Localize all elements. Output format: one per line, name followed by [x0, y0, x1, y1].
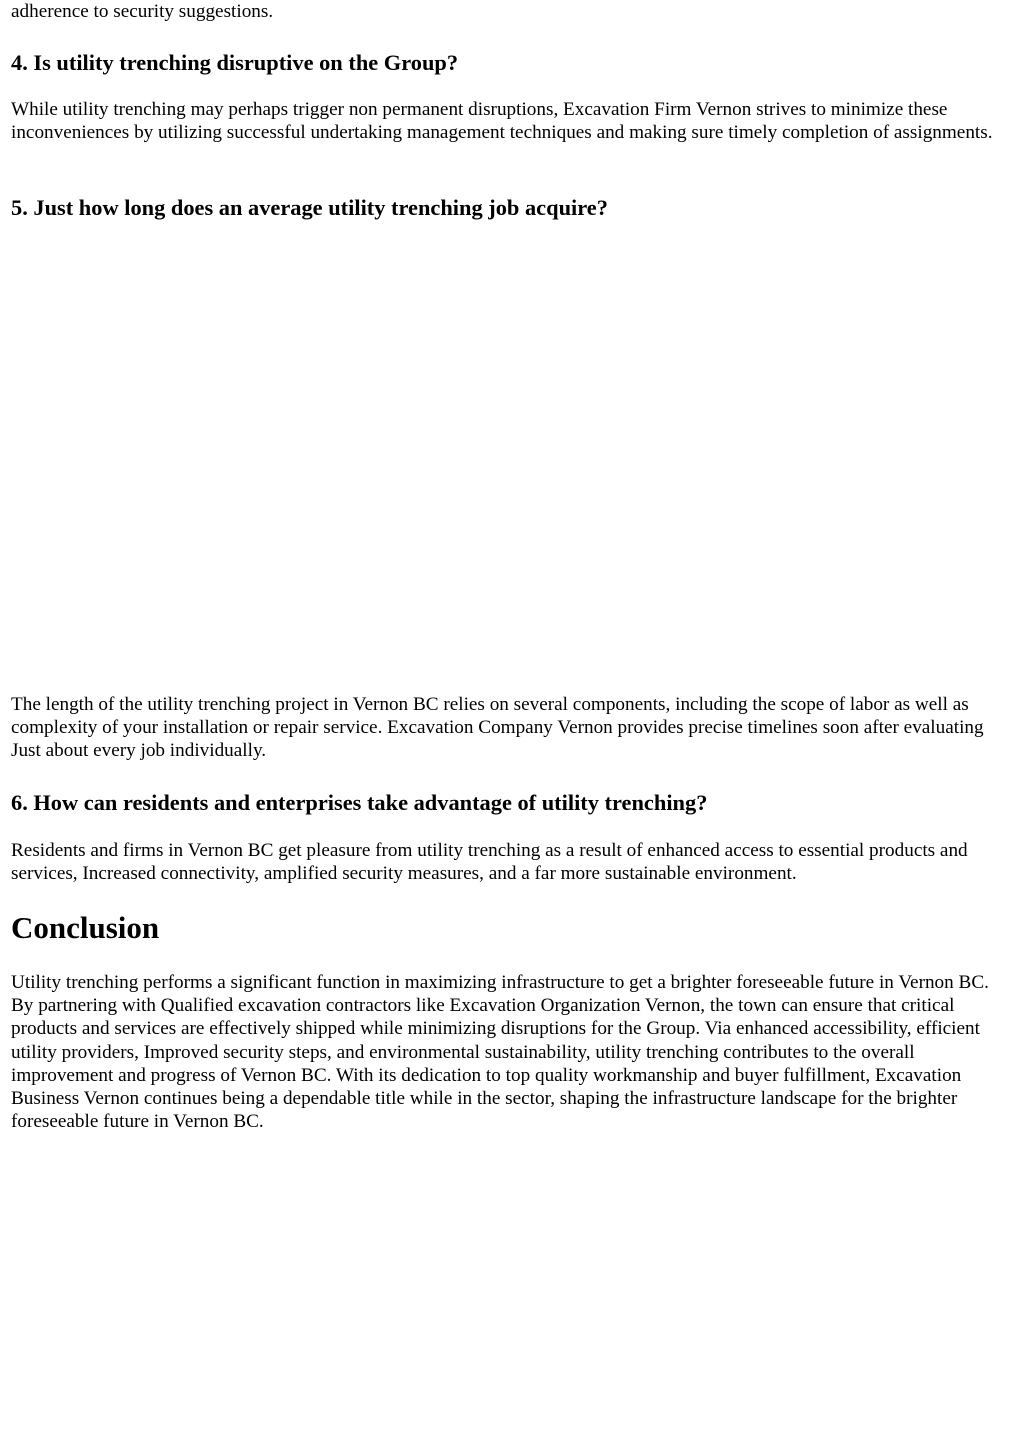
conclusion-heading: Conclusion	[11, 910, 160, 945]
faq-question-4: 4. Is utility trenching disruptive on the Group?	[11, 50, 459, 75]
faq-question-6: 6. How can residents and enterprises take advantage of utility trenching?	[11, 790, 708, 815]
blank-embed-area	[11, 240, 1011, 680]
faq-answer-6: Residents and firms in Vernon BC get pleasure from utility trenching as a result of enhanced access to essential products and services, Increased connectivity, amplified security measures, and a far more sustainable environment.	[11, 840, 968, 885]
conclusion-paragraph: Utility trenching performs a significant function in maximizing infrastructure to get a brighter foreseeable future in Vernon BC. By partnering with Qualified excavation contractors like Excavation Organization Vernon, the town can ensure that critical products and services are effectively shipped while minimizing disruptions for the Group. Via enhanced accessibility, efficient utility providers, Improved security steps, and environmental sustainability, utility trenching contributes to the overall improvement and progress of Vernon BC. With its dedication to top quality workmanship and buyer fulfillment, Excavation Business Vernon continues being a dependable title while in the sector, shaping the infrastructure landscape for the brighter foreseeable future in Vernon BC.	[11, 972, 989, 1133]
faq-question-5: 5. Just how long does an average utility trenching job acquire?	[11, 195, 608, 220]
paragraph-fragment: adherence to security suggestions.	[11, 1, 274, 22]
faq-answer-4: While utility trenching may perhaps trigger non permanent disruptions, Excavation Firm Vernon strives to minimize these inconveniences by utilizing successful undertaking management techniques and making sure timely completion of assignments.	[11, 99, 993, 144]
faq-answer-5: The length of the utility trenching project in Vernon BC relies on several components, including the scope of labor as well as complexity of your installation or repair service. Excavation Company Vernon provides precise timelines soon after evaluating Just about every job individually.	[11, 694, 984, 762]
